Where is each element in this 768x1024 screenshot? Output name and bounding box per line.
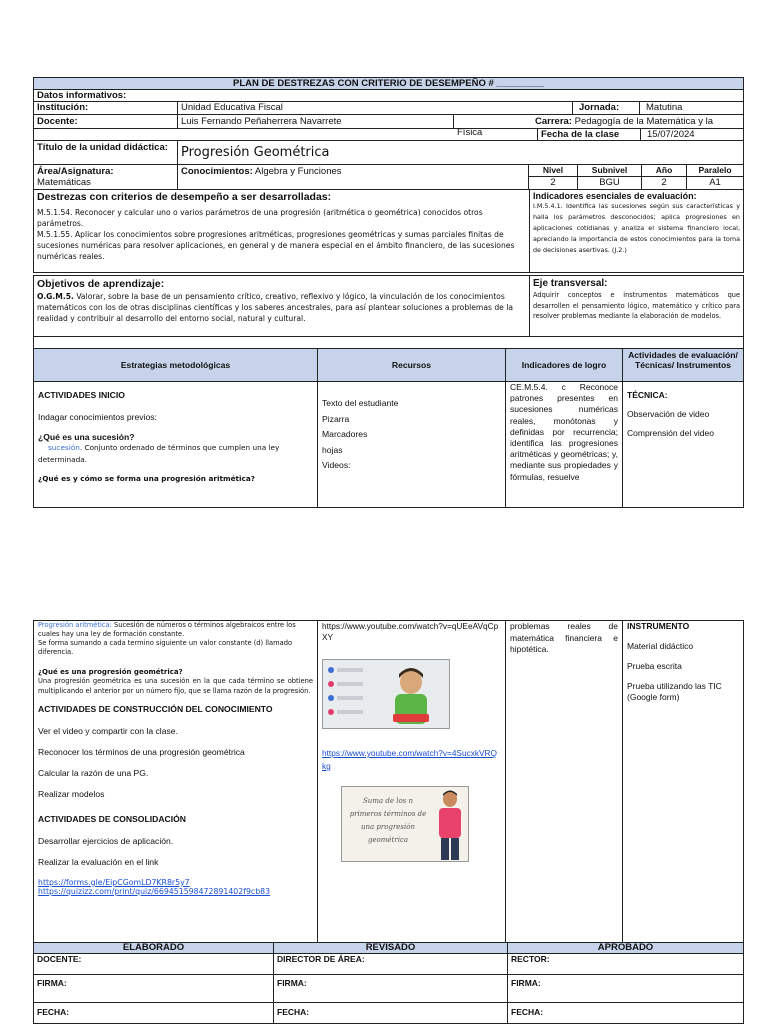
area-label: Área/Asignatura:	[37, 166, 114, 177]
consolidacion-1: Desarrollar ejercicios de aplicación.	[38, 836, 174, 846]
indicador-logro-p1	[505, 381, 623, 508]
actividades-inicio: ACTIVIDADES INICIO	[38, 390, 125, 400]
firma-2: FIRMA:	[273, 974, 508, 1003]
fecha-3: FECHA:	[507, 1002, 744, 1024]
destreza-2: M.5.1.55. Aplicar los conocimientos sobre progresiones aritméticas, progresiones geométricas y sumas parciales finitas de sucesiones numéricas para resolver aplicaciones, en general y de manera especial en el ámbito financiero, de las sucesiones numéricas reales.	[37, 230, 515, 261]
aprobado-header: APROBADO	[507, 942, 744, 954]
indicadores-esenciales-cell	[529, 189, 744, 273]
estrategias-p2	[33, 620, 318, 943]
indicadores-esenciales-title: Indicadores esenciales de evaluación:	[533, 191, 697, 201]
video-thumbnail-1-art	[323, 660, 449, 728]
header-actividades: Actividades de evaluación/ Técnicas/ Instrumentos	[622, 348, 744, 382]
video-thumbnail-2[interactable]	[341, 786, 469, 862]
subnivel-value: BGU	[577, 176, 642, 190]
video-url-1[interactable]: https://www.youtube.com/watch?v=qUEeAVqCpXY	[322, 621, 499, 642]
q-aritmetica: ¿Qué es y cómo se forma una progresión aritmética?	[38, 474, 256, 483]
indicadores-esenciales-text: I.M.5.4.1. Identifica las sucesiones según sus características y halla los parámetros desconocidos; aplica progresiones en aplicaciones cotidianas y analiza el sistema financiero local, apreciando la importancia de estos conocimientos para la toma de decisiones asertivas. (J.2.)	[533, 202, 740, 254]
objetivos-text	[37, 291, 526, 324]
area-value: Matemáticas	[37, 177, 91, 188]
tecnica-comprension: Comprensión del video	[627, 428, 714, 438]
video-2-caption: Suma de los n primeros términos de una progresión geométrica	[349, 797, 427, 844]
aritmetica-def2: Se forma sumando a cada termino siguiente un valor constante (d) llamado diferencia.	[38, 639, 293, 656]
act-consolidacion: ACTIVIDADES DE CONSOLIDACIÓN	[38, 814, 187, 824]
destreza-1: M.5.1.54. Reconocer y calcular uno o varios parámetros de una progresión (aritmética o geométrica) conocidos otros parámetros.	[37, 208, 483, 228]
sucesion-def-para	[38, 442, 313, 466]
recurso-texto: Texto del estudiante	[322, 398, 399, 408]
eje-cell	[529, 275, 744, 337]
recurso-hojas: hojas	[322, 444, 343, 455]
anio-value: 2	[641, 176, 687, 190]
construccion-4: Realizar modelos	[38, 789, 105, 799]
indicador-logro-cont: problemas reales de matemática financiera e hipotética.	[510, 621, 618, 654]
video-thumbnail-1[interactable]	[322, 659, 450, 729]
carrera-value: Pedagogía de la Matemática y la Física	[457, 116, 713, 138]
area-cell	[33, 164, 178, 190]
objetivos-code: O.G.M.5.	[37, 292, 74, 301]
rector-sign: RECTOR:	[507, 953, 744, 975]
aritmetica-def: Sucesión de números o términos algebraicos entre los cuales hay una ley de formación constante.	[38, 621, 296, 638]
eje-title: Eje transversal:	[533, 278, 608, 289]
plan-title: PLAN DE DESTREZAS CON CRITERIO DE DESEMPEÑO # _________	[33, 77, 744, 90]
presenter-figure	[430, 787, 470, 861]
nivel-header: Nivel	[528, 164, 578, 177]
titulo-unidad-value: Progresión Geométrica	[177, 140, 744, 165]
eje-text: Adquirir conceptos e instrumentos matemáticos que desarrollen el pensamiento lógico, matemático y crítico para resolver problemas mediante la elaboración de modelos.	[533, 291, 740, 320]
instrumento-prueba-tic: Prueba utilizando las TIC (Google form)	[627, 681, 722, 702]
jornada-value: Matutina	[639, 101, 744, 115]
instrumento-prueba-escrita: Prueba escrita	[627, 661, 682, 671]
aritmetica-word: Progresión aritmética:	[38, 621, 112, 629]
construccion-2: Reconocer los términos de una progresión geométrica	[38, 747, 245, 757]
elaborado-header: ELABORADO	[33, 942, 274, 954]
sucesion-word: sucesión.	[48, 443, 83, 452]
carrera-label: Carrera:	[535, 116, 572, 127]
paralelo-value: A1	[686, 176, 744, 190]
header-indicadores-logro: Indicadores de logro	[505, 348, 623, 382]
header-estrategias: Estrategias metodológicas	[33, 348, 318, 382]
forms-link[interactable]: https://forms.gle/EipCGomLD7KR8r5y7	[38, 878, 190, 887]
q-geometrica: ¿Qué es una progresión geométrica?	[38, 668, 183, 676]
recursos-p1	[317, 381, 506, 508]
revisado-header: REVISADO	[273, 942, 508, 954]
director-sign: DIRECTOR DE ÁREA:	[273, 953, 508, 975]
header-recursos: Recursos	[317, 348, 506, 382]
quizizz-link[interactable]: https://quizizz.com/print/quiz/669451598472891402f9cb83	[38, 887, 271, 896]
sucesion-def: Conjunto ordenado de términos que cumplen una ley determinada.	[38, 443, 280, 464]
construccion-1: Ver el video y compartir con la clase.	[38, 726, 178, 736]
evaluacion-p2	[622, 620, 744, 943]
firma-3: FIRMA:	[507, 974, 744, 1003]
docente-sign: DOCENTE:	[33, 953, 274, 975]
fecha-2: FECHA:	[273, 1002, 508, 1024]
instrumento-label: INSTRUMENTO	[627, 621, 690, 631]
paralelo-header: Paralelo	[686, 164, 744, 177]
tecnica-label: TÉCNICA:	[627, 390, 668, 400]
objetivos-body: Valorar, sobre la base de un pensamiento crítico, creativo, reflexivo y lógico, la vinculación de los conocimientos matemáticos con los de otras disciplinas científicas y los saberes ancestrales, para así plantear soluciones a problemas de la realidad y contribuir al desarrollo del entorno social, natural y cultural.	[37, 292, 514, 323]
docente-label: Docente:	[33, 114, 178, 129]
nivel-value: 2	[528, 176, 578, 190]
fecha-1: FECHA:	[33, 1002, 274, 1024]
institucion-label: Institución:	[33, 101, 178, 115]
titulo-unidad-label: Título de la unidad didáctica:	[33, 140, 178, 165]
institucion-value: Unidad Educativa Fiscal	[177, 101, 573, 115]
conocimientos-value: Algebra y Funciones	[254, 166, 342, 177]
recurso-pizarra: Pizarra	[322, 413, 350, 424]
destrezas-cell	[33, 189, 530, 273]
estrategias-p1	[33, 381, 318, 508]
aritmetica-para	[38, 621, 313, 639]
jornada-label: Jornada:	[572, 101, 640, 115]
anio-header: Año	[641, 164, 687, 177]
consolidacion-2: Realizar la evaluación en el link	[38, 857, 159, 867]
evaluacion-p1	[622, 381, 744, 508]
conocimientos-label: Conocimientos:	[181, 166, 253, 177]
fecha-label: Fecha de la clase	[537, 128, 641, 141]
objetivos-cell	[33, 275, 530, 337]
recurso-videos: Videos:	[322, 460, 351, 470]
recurso-marcadores: Marcadores	[322, 429, 368, 439]
tecnica-observacion: Observación de video	[627, 409, 710, 419]
indicador-logro-p2	[505, 620, 623, 943]
indicador-logro-text: CE.M.5.4. c Reconoce patrones presentes en sucesiones numéricas reales, monótonas y definidas por recurrencia; identifica las progresiones aritméticas y geométricas; y, mediante sus propiedades y fórmulas, resuelve	[510, 382, 618, 482]
docente-value: Luis Fernando Peñaherrera Navarrete	[177, 114, 454, 129]
q-sucesion: ¿Qué es una sucesión?	[38, 432, 135, 442]
act-construccion: ACTIVIDADES DE CONSTRUCCIÓN DEL CONOCIMIENTO	[38, 704, 273, 714]
indagar-text: Indagar conocimientos previos:	[38, 412, 157, 422]
video-url-2[interactable]: https://www.youtube.com/watch?v=4SucxkVRQkg	[322, 748, 498, 771]
subnivel-header: Subnivel	[577, 164, 642, 177]
recursos-p2	[317, 620, 506, 943]
construccion-3: Calcular la razón de una PG.	[38, 768, 149, 778]
destrezas-title: Destrezas con criterios de desempeño a ser desarrolladas:	[37, 191, 332, 203]
fecha-value: 15/07/2024	[640, 128, 744, 141]
objetivos-title: Objetivos de aprendizaje:	[37, 278, 165, 290]
datos-informativos: Datos informativos:	[33, 89, 744, 102]
firma-1: FIRMA:	[33, 974, 274, 1003]
geometrica-def: Una progresión geométrica es una sucesión en la que cada término se obtiene multiplicando el anterior por un número fijo, que se llama razón de la progresión.	[38, 677, 313, 695]
instrumento-material: Material didáctico	[627, 641, 694, 651]
conocimientos-cell	[177, 164, 529, 190]
